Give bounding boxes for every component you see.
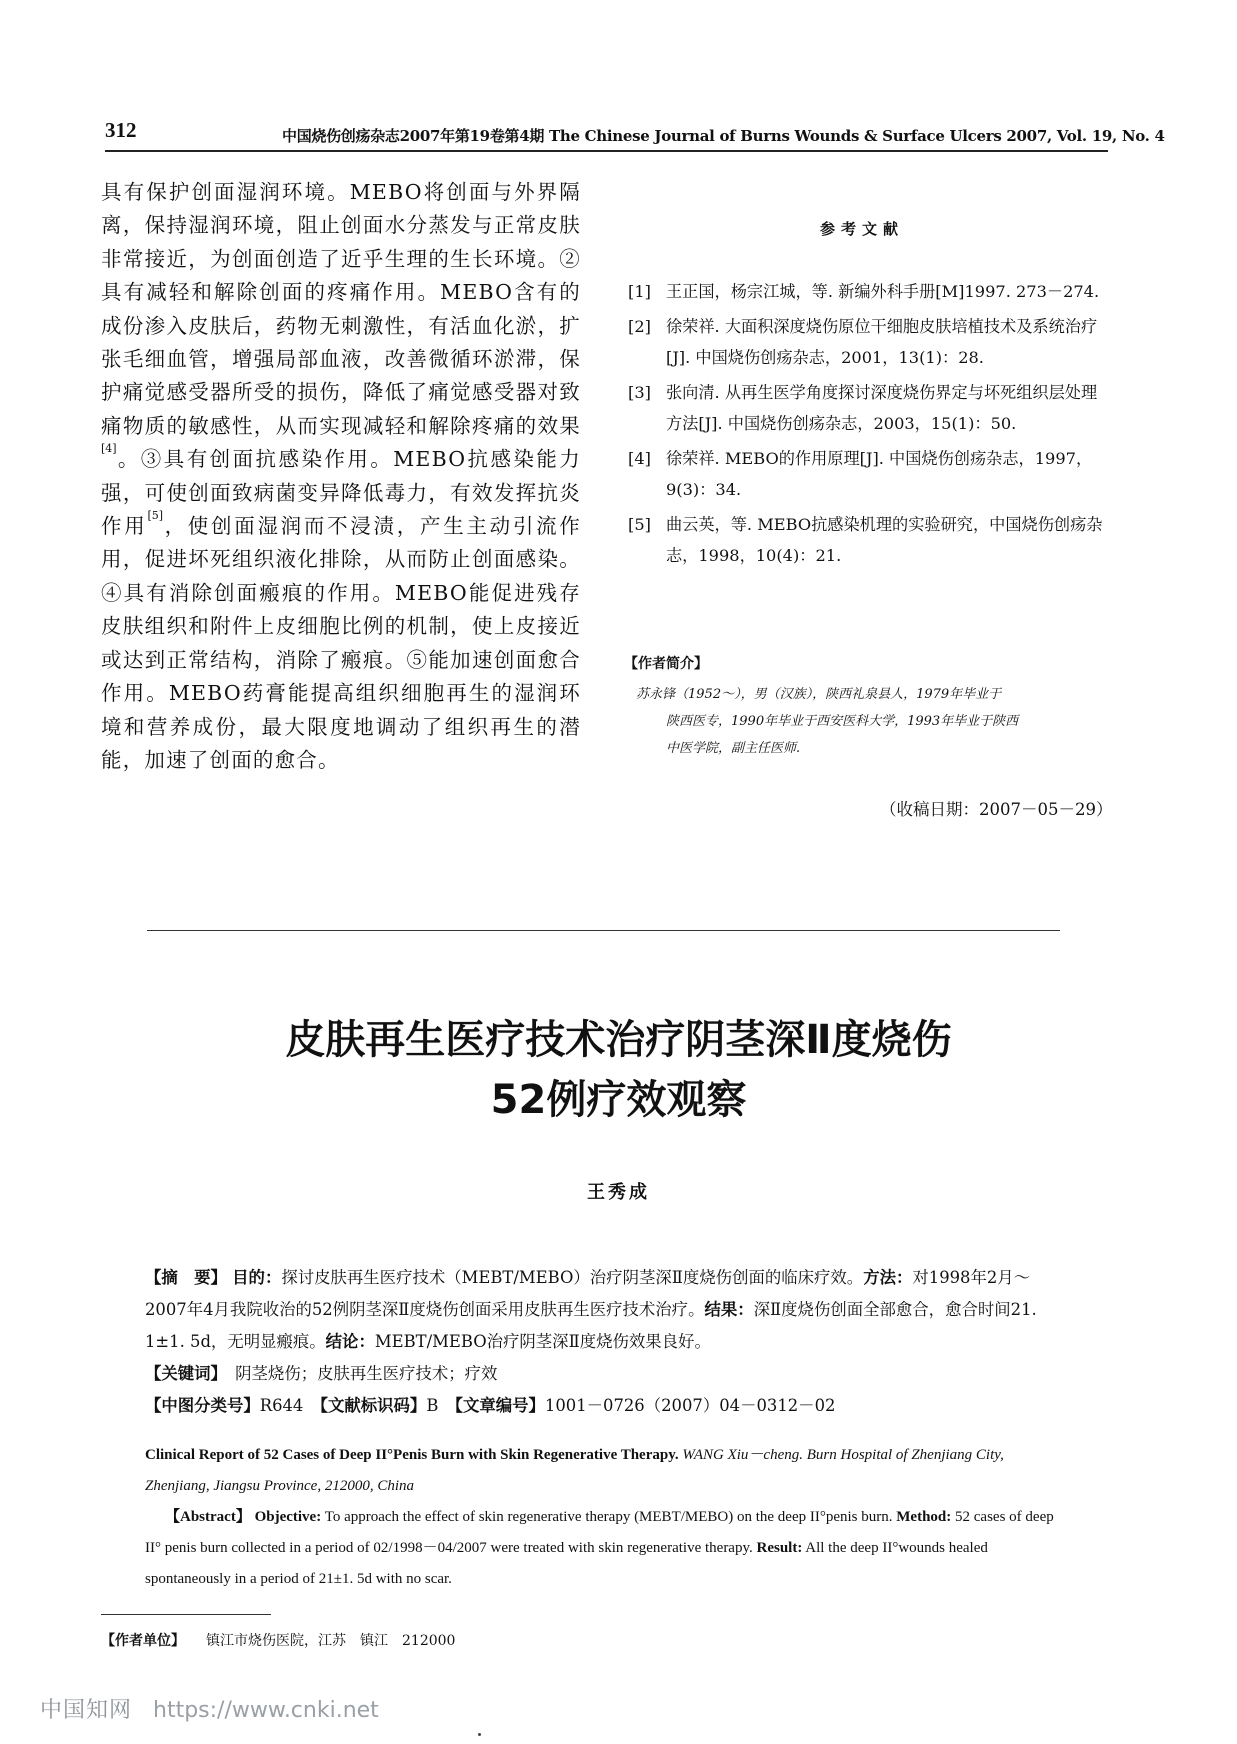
reference-number: [1] [628,282,651,301]
english-title: Clinical Report of 52 Cases of Deep II°Penis Burn with Skin Regenerative Therapy. [145,1447,679,1463]
reference-item [628,377,1110,439]
article-title [100,1010,1137,1130]
reference-item [628,443,1110,505]
author-bio-line: 苏永锋（1952～），男（汉族），陕西礼泉县人，1979年毕业于 [636,687,1002,702]
reference-item [628,311,1110,373]
article-separator [147,930,1060,931]
english-objective-label: Objective: [254,1509,322,1525]
reference-list [628,276,1110,571]
reference-number: [2] [628,317,651,336]
body-text-2: 。③具有创面抗感染作用。MEBO抗感染能力强，可使创面致病菌变异降低毒力，有效发挥抗炎作用 [101,447,581,539]
english-title-line [145,1440,1068,1502]
author-bio-heading: 【作者简介】 [624,656,708,672]
reference-text: 徐荣祥. MEBO的作用原理[J]. 中国烧伤创疡杂志，1997，9(3)：34. [666,449,1093,499]
body-text-1: 具有保护创面湿润环境。MEBO将创面与外界隔离，保持湿润环境，阻止创面水分蒸发与正常皮肤非常接近，为创面创造了近乎生理的生长环境。②具有减轻和解除创面的疼痛作用。MEBO含有的成份渗入皮肤后，药物无刺激性，有活血化淤，扩张毛细血管，增强局部血液，改善微循环淤滞，保护痛觉感受器所受的损伤，降低了痛觉感受器对致痛物质的敏感性，从而实现减轻和解除疼痛的效果 [101,180,581,438]
objective-label: 目的： [232,1268,282,1287]
reference-text: 徐荣祥. 大面积深度烧伤原位干细胞皮肤培植技术及系统治疗[J]. 中国烧伤创疡杂志，2001，13(1)：28. [666,317,1098,367]
result-label: 结果： [704,1300,754,1319]
footnote-label: 【作者单位】 [101,1633,178,1649]
article-number-value: 1001－0726（2007）04－0312－02 [544,1396,836,1415]
article-title-line-2: 52例疗效观察 [490,1077,747,1123]
journal-header: 中国烧伤创疡杂志2007年第19卷第4期 The Chinese Journal of Burns Wounds & Surface Ulcers 2007, Vol. 19, No. 4 [282,127,1165,145]
article-number-label: 【文章编号】 [454,1396,545,1415]
cnki-url[interactable]: https://www.cnki.net [153,1698,379,1723]
body-text-3: ，使创面湿润而不浸渍，产生主动引流作用，促进坏死组织液化排除，从而防止创面感染。④具有消除创面瘢痕的作用。MEBO能促进残存皮肤组织和附件上皮细胞比例的机制，使上皮接近或达到正常结构，消除了瘢痕。⑤能加速创面愈合作用。MEBO药膏能提高组织细胞再生的湿润环境和营养成份，最大限度地调动了组织再生的潜能，加速了创面的愈合。 [101,514,581,772]
english-abstract [145,1440,1068,1595]
footnote-text: 镇江市烧伤医院，江苏 镇江 212000 [206,1633,456,1649]
abstract-paragraph [145,1262,1068,1358]
english-result-label: Result: [756,1540,803,1556]
keywords-text: 阴茎烧伤；皮肤再生医疗技术；疗效 [235,1364,498,1383]
chinese-abstract [145,1262,1068,1422]
citation-4[interactable]: [4] [101,442,117,456]
english-method-label: Method: [896,1509,952,1525]
keywords-label: 【关键词】 [145,1364,219,1383]
english-method-text: 52 cases of deep II° penis burn collected in a period of 02/1998－04/2007 were treated with skin regenerative therapy. [145,1509,1054,1556]
reference-number: [5] [628,515,651,534]
doc-code-value: B [426,1396,439,1415]
article-title-line-1: 皮肤再生医疗技术治疗阴茎深Ⅱ度烧伤 [285,1017,952,1063]
english-objective-text: To approach the effect of skin regenerative therapy (MEBT/MEBO) on the deep II°penis burn. [324,1509,893,1525]
author-bio-line: 中医学院，副主任医师. [666,741,801,756]
references-heading: 参考文献 [820,220,905,238]
cnki-brand: 中国知网 [40,1698,133,1723]
conclusion-text: MEBT/MEBO治疗阴茎深Ⅱ度烧伤效果良好。 [374,1332,711,1351]
reference-item [628,276,1110,307]
reference-item [628,509,1110,571]
scan-speck [478,1733,481,1736]
reference-text: 张向清. 从再生医学角度探讨深度烧伤界定与坏死组织层处理方法[J]. 中国烧伤创疡杂志，2003，15(1)：50. [666,383,1098,433]
received-date: （收稿日期：2007－05－29） [880,800,1113,819]
english-abstract-label: 【Abstract】 [165,1509,251,1525]
reference-text: 曲云英，等. MEBO抗感染机理的实验研究，中国烧伤创疡杂志，1998，10(4)：21. [666,515,1103,565]
page-number: 312 [105,118,137,142]
author-bio-line: 陕西医专，1990年毕业于西安医科大学，1993年毕业于陕西 [666,714,1019,729]
method-label: 方法： [863,1268,913,1287]
method-text: 对1998年2月～2007年4月我院收治的52例阴茎深Ⅱ度烧伤创面采用皮肤再生医疗技术治疗。 [145,1268,1031,1319]
author-affiliation-footnote [101,1630,455,1650]
english-result-text: All the deep II°wounds healed spontaneously in a period of 21±1. 5d with no scar. [145,1540,988,1587]
classification-line [145,1390,1068,1422]
conclusion-label: 结论： [325,1332,375,1351]
objective-text: 探讨皮肤再生医疗技术（MEBT/MEBO）治疗阴茎深Ⅱ度烧伤创面的临床疗效。 [281,1268,864,1287]
reference-text: 王正国，杨宗江城，等. 新编外科手册[M]1997. 273－274. [666,282,1100,301]
class-label: 【中图分类号】 [145,1396,260,1415]
article-author: 王秀成 [587,1182,650,1203]
reference-number: [4] [628,449,651,468]
header-rule [105,150,1108,152]
cnki-watermark[interactable] [40,1693,379,1724]
keywords-line [145,1358,1068,1390]
english-abstract-paragraph [145,1502,1068,1595]
author-bio [636,681,1108,762]
left-column-body [101,176,581,777]
footnote-rule [101,1614,271,1615]
abstract-label: 【摘 要】 [145,1268,227,1287]
doc-code-label: 【文献标识码】 [319,1396,427,1415]
class-value: R644 [259,1396,304,1415]
english-author-affiliation: WANG Xiu－cheng. Burn Hospital of Zhenjiang City, Zhenjiang, Jiangsu Province, 212000, China [145,1447,1004,1494]
reference-number: [3] [628,383,651,402]
result-text: 深Ⅱ度烧伤创面全部愈合，愈合时间21. 1±1. 5d，无明显瘢痕。 [145,1300,1037,1351]
citation-5[interactable]: [5] [147,509,164,523]
